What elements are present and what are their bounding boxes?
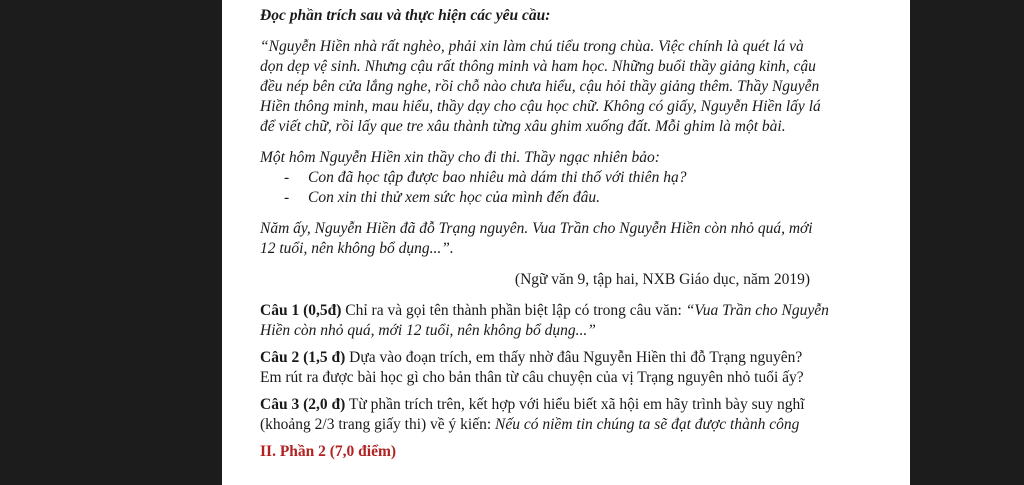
question-text: Dựa vào đoạn trích, em thấy nhờ đâu Nguyễn Hiền thi đỗ Trạng nguyên? — [345, 349, 803, 366]
question-line: Em rút ra được bài học gì cho bản thân từ câu chuyện của vị Trạng nguyên nhỏ tuổi ấy? — [260, 369, 804, 386]
passage-line: Năm ấy, Nguyễn Hiền đã đỗ Trạng nguyên. Vua Trần cho Nguyễn Hiền còn nhỏ quá, mới — [260, 220, 813, 237]
dialogue-text: Con đã học tập được bao nhiêu mà dám thi thố với thiên hạ? — [308, 169, 687, 186]
section-2-heading: II. Phần 2 (7,0 điểm) — [260, 443, 397, 460]
passage-line: “Nguyễn Hiền nhà rất nghèo, phải xin làm chú tiểu trong chùa. Việc chính là quét lá và — [260, 38, 804, 55]
question-text: Chỉ ra và gọi tên thành phần biệt lập có trong câu văn: — [341, 302, 686, 319]
passage-line: đều nép bên cửa lắng nghe, rồi chỗ nào chưa hiểu, cậu hỏi thầy giảng thêm. Thầy Nguyễn — [260, 78, 820, 95]
question-label: Câu 1 (0,5đ) — [260, 302, 342, 319]
dialogue-dash: - — [284, 189, 290, 206]
document-content — [260, 6, 838, 462]
question-line — [260, 301, 838, 321]
question-text: (khoảng 2/3 trang giấy thi) về ý kiến: — [260, 416, 496, 433]
passage-line: 12 tuổi, nên không bổ dụng...”. — [260, 240, 454, 257]
question-quote: Nếu có niềm tin chúng ta sẽ đạt được thành công — [495, 416, 800, 433]
dialogue-line — [260, 168, 838, 188]
dialogue-list — [260, 168, 838, 208]
document-page — [222, 0, 910, 485]
question-line — [260, 348, 838, 368]
dialogue-text: Con xin thi thử xem sức học của mình đến đâu. — [308, 189, 600, 206]
question-1 — [260, 301, 838, 341]
passage-line: để viết chữ, rồi lấy que tre xâu thành từng xâu ghim xuống đất. Mỗi ghim là một bài. — [260, 118, 786, 135]
dialogue-dash: - — [284, 169, 290, 186]
question-2 — [260, 348, 838, 388]
question-quote: “Vua Trần cho Nguyễn — [685, 302, 829, 319]
question-label: Câu 3 (2,0 đ) — [260, 396, 346, 413]
passage-line: Hiền thông minh, mau hiểu, thầy dạy cho cậu học chữ. Không có giấy, Nguyễn Hiền lấy lá — [260, 98, 821, 115]
passage-paragraph-2: Một hôm Nguyễn Hiền xin thầy cho đi thi. Thầy ngạc nhiên bảo: — [260, 149, 660, 166]
source-citation: (Ngữ văn 9, tập hai, NXB Giáo dục, năm 2019) — [514, 271, 810, 288]
question-label: Câu 2 (1,5 đ) — [260, 349, 346, 366]
passage-paragraph-3 — [260, 219, 838, 259]
question-text: Từ phần trích trên, kết hợp với hiểu biết xã hội em hãy trình bày suy nghĩ — [345, 396, 805, 413]
passage-line: dọn dẹp vệ sinh. Nhưng cậu rất thông minh và ham học. Những buổi thầy giảng kinh, cậu — [260, 58, 816, 75]
question-line — [260, 395, 838, 415]
passage-paragraph-1 — [260, 37, 838, 137]
question-line: Hiền còn nhỏ quá, mới 12 tuổi, nên không bổ dụng...” — [260, 322, 596, 339]
question-3 — [260, 395, 838, 435]
reading-instruction: Đọc phần trích sau và thực hiện các yêu cầu: — [260, 7, 551, 24]
dialogue-line — [260, 188, 838, 208]
question-line — [260, 415, 838, 435]
